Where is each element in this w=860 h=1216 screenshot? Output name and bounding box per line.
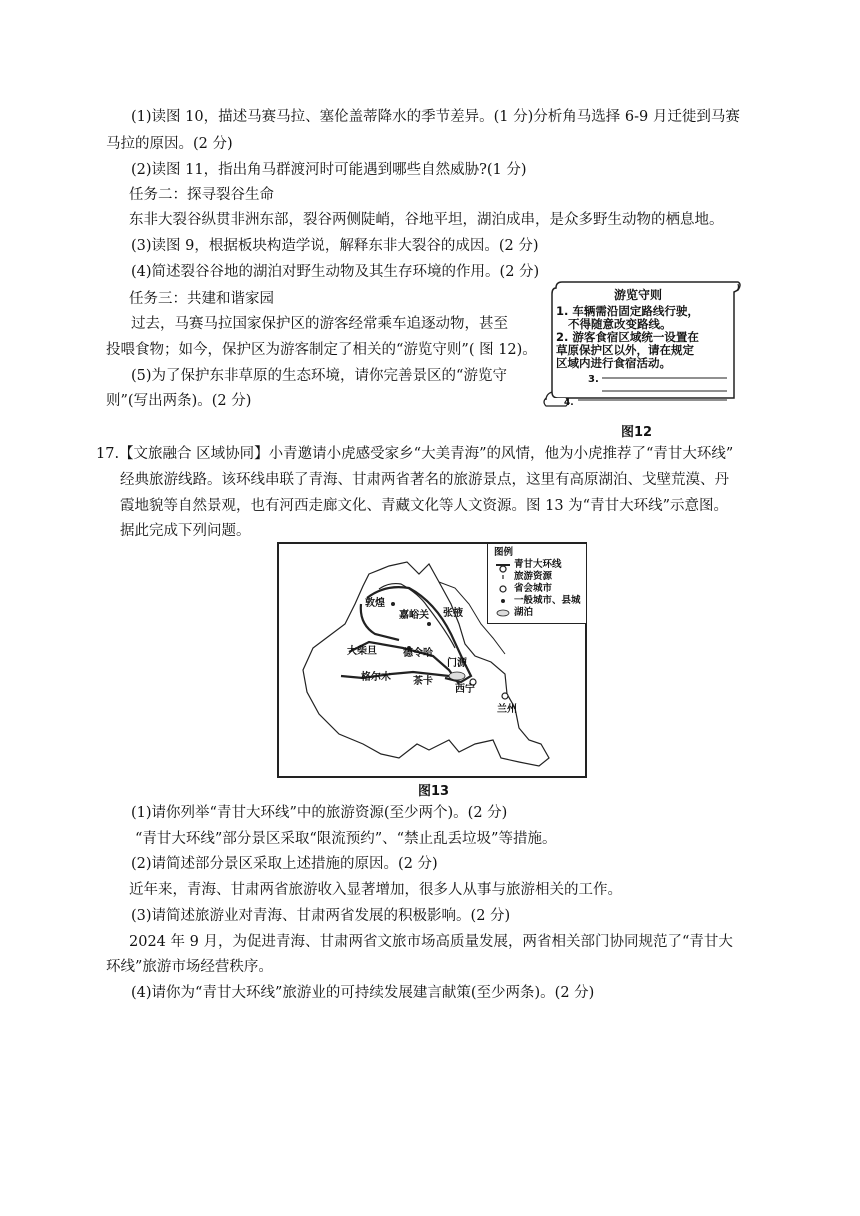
question-16-5-line2: 则”(写出两条)。(2 分) — [106, 393, 252, 409]
place-geermu: 格尔木 — [361, 672, 391, 683]
question-17-measures: “青甘大环线”部分景区采取“限流预约”、“禁止乱丢垃圾”等措施。 — [135, 831, 557, 847]
question-16-4: (4)简述裂谷谷地的湖泊对野生动物及其生存环境的作用。(2 分) — [131, 264, 540, 280]
place-jiayuguan: 嘉峪关 — [399, 610, 429, 621]
legend-route: 青甘大环线 — [514, 559, 562, 570]
question-16-2: (2)读图 11，指出角马群渡河时可能遇到哪些自然威胁?(1 分) — [131, 162, 527, 178]
place-lanzhou: 兰州 — [497, 704, 517, 715]
legend-resource: 旅游资源 — [514, 571, 553, 582]
legend-symbols — [492, 544, 514, 623]
place-zhangye: 张掖 — [443, 608, 463, 619]
rule-3-label: 3. — [588, 374, 599, 385]
figure-12-scroll — [542, 280, 742, 425]
question-17-line4: 据此完成下列问题。 — [120, 523, 251, 539]
rule-2a: 2. 游客食宿区域统一设置在 — [556, 330, 699, 344]
task2-title: 任务二：探寻裂谷生命 — [129, 187, 274, 203]
figure-12-caption: 图12 — [621, 425, 653, 440]
task3-line2: 投喂食物；如今，保护区为游客制定了相关的“游览守则”( 图 12)。 — [106, 342, 537, 358]
place-dunhuang: 敦煌 — [365, 598, 385, 609]
task3-line1: 过去，马赛马拉国家保护区的游客经常乘车追逐动物，甚至 — [131, 316, 508, 332]
question-16-1-line2: 马拉的原因。(2 分) — [106, 136, 233, 152]
question-17-line2: 经典旅游线路。该环线串联了青海、甘肃两省著名的旅游景点，这里有高原湖泊、戈壁荒漠、丹 — [120, 472, 729, 488]
question-17-sep-line2: 环线”旅游市场经营秩序。 — [106, 959, 273, 975]
task2-intro: 东非大裂谷纵贯非洲东部，裂谷两侧陡峭，谷地平坦，湖泊成串，是众多野生动物的栖息地。 — [129, 212, 724, 228]
legend-city: 一般城市、县城 — [514, 595, 581, 606]
question-16-3: (3)读图 9，根据板块构造学说，解释东非大裂谷的成因。(2 分) — [131, 238, 539, 254]
question-17-line3: 霞地貌等自然景观，也有河西走廊文化、青藏文化等人文资源。图 13 为“青甘大环线”示意图。 — [120, 498, 728, 514]
question-17-3: (3)请简述旅游业对青海、甘肃两省发展的积极影响。(2 分) — [131, 908, 511, 924]
place-xining: 西宁 — [455, 684, 475, 695]
question-17-recent: 近年来，青海、甘肃两省旅游收入显著增加，很多人从事与旅游相关的工作。 — [129, 882, 622, 898]
rule-2b: 草原保护区以外，请在规定 — [556, 343, 694, 357]
figure-13-caption: 图13 — [418, 784, 450, 799]
place-chaka: 茶卡 — [413, 676, 433, 687]
legend-lake: 湖泊 — [514, 607, 534, 618]
question-17-line1: 17.【文旅融合 区域协同】小青邀请小虎感受家乡“大美青海”的风情，他为小虎推荐了“青甘大环线” — [96, 446, 734, 462]
legend-capital: 省会城市 — [514, 583, 553, 594]
question-17-2: (2)请简述部分景区采取上述措施的原因。(2 分) — [131, 856, 438, 872]
place-dachaidan: 大柴旦 — [347, 646, 377, 657]
rule-1a: 1. 车辆需沿固定路线行驶， — [556, 304, 699, 318]
map-legend — [487, 544, 586, 624]
task3-title: 任务三：共建和谐家园 — [129, 291, 274, 307]
rule-1b: 不得随意改变路线。 — [568, 317, 672, 331]
legend-title: 图例 — [494, 547, 514, 558]
question-16-5-line1: (5)为了保护东非草原的生态环境，请你完善景区的“游览守 — [131, 368, 507, 384]
question-16-1-line1: (1)读图 10，描述马赛马拉、塞伦盖蒂降水的季节差异。(1 分)分析角马选择 6-9 月迁徙到马赛 — [131, 109, 740, 125]
rule-2c: 区域内进行食宿活动。 — [556, 356, 671, 370]
question-17-4: (4)请你为“青甘大环线”旅游业的可持续发展建言献策(至少两条)。(2 分) — [131, 985, 595, 1001]
question-17-sep-line1: 2024 年 9 月，为促进青海、甘肃两省文旅市场高质量发展，两省相关部门协同规范了“青甘大 — [129, 934, 733, 950]
place-delingha: 德令哈 — [403, 648, 433, 659]
scroll-title: 游览守则 — [614, 288, 663, 302]
rule-4-label: 4. — [564, 398, 574, 408]
question-17-1: (1)请你列举“青甘大环线”中的旅游资源(至少两个)。(2 分) — [131, 805, 508, 821]
place-menyuan: 门源 — [447, 658, 467, 669]
